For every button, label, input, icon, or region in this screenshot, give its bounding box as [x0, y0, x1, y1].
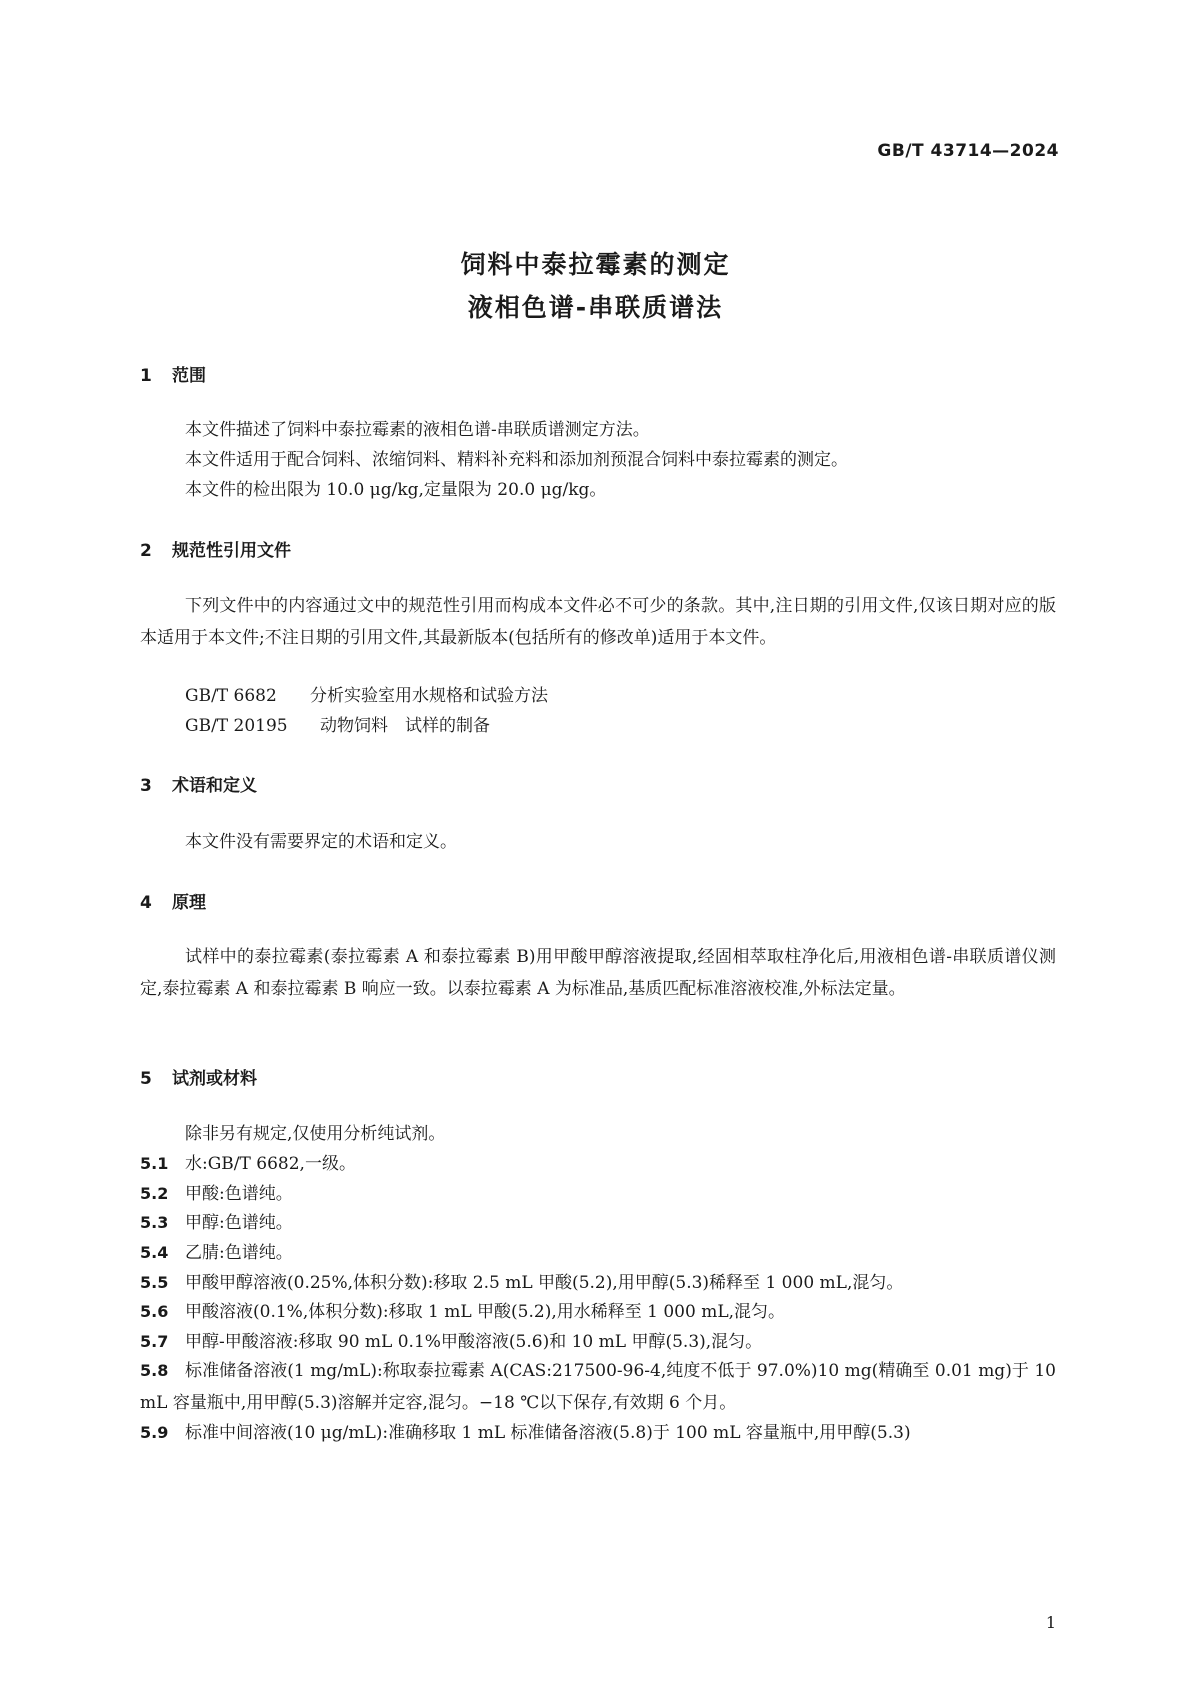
section-title: 术语和定义 — [172, 776, 257, 796]
item-number: 5.6 — [140, 1302, 169, 1321]
document-title: 饲料中泰拉霉素的测定 — [460, 250, 731, 279]
item-number: 5.7 — [140, 1332, 169, 1351]
reference-code: GB/T 6682 — [185, 686, 277, 706]
standard-code: GB/T 43714—2024 — [877, 141, 1059, 161]
section-number: 1 — [140, 366, 152, 386]
list-item — [140, 1207, 293, 1239]
list-item — [140, 1417, 911, 1449]
section-number: 4 — [140, 893, 152, 913]
list-item — [140, 1237, 293, 1269]
list-item — [140, 1355, 1056, 1419]
item-text: 标准储备溶液(1 mg/mL):称取泰拉霉素 A(CAS:217500-96-4,纯度不低于 97.0%)10 mg(精确至 0.01 mg)于 10 mL 容量瓶中,用甲醇(5.3)溶解并定容,混匀。−18 ℃以下保存,有效期 6 个月。 — [140, 1361, 1056, 1413]
paragraph: 下列文件中的内容通过文中的规范性引用而构成本文件必不可少的条款。其中,注日期的引用文件,仅该日期对应的版本适用于本文件;不注日期的引用文件,其最新版本(包括所有的修改单)适用于本文件。 — [140, 596, 1056, 648]
page-number: 1 — [1045, 1613, 1056, 1632]
item-number: 5.9 — [140, 1423, 169, 1442]
section-title: 范围 — [172, 366, 206, 386]
paragraph: 除非另有规定,仅使用分析纯试剂。 — [185, 1124, 446, 1144]
list-item — [140, 1326, 762, 1358]
section-heading-principle — [140, 888, 206, 913]
item-text: 标准中间溶液(10 μg/mL):准确移取 1 mL 标准储备溶液(5.8)于 100 mL 容量瓶中,用甲醇(5.3) — [185, 1423, 911, 1443]
section-title: 原理 — [172, 893, 206, 913]
section-heading-scope — [140, 361, 206, 386]
reference-title: 分析实验室用水规格和试验方法 — [310, 686, 548, 706]
section-number: 5 — [140, 1069, 152, 1089]
item-number: 5.8 — [140, 1361, 169, 1380]
item-text: 甲醇-甲酸溶液:移取 90 mL 0.1%甲酸溶液(5.6)和 10 mL 甲醇(5.3),混匀。 — [185, 1332, 763, 1352]
item-text: 水:GB/T 6682,一级。 — [185, 1154, 356, 1174]
item-number: 5.4 — [140, 1243, 169, 1262]
item-number: 5.5 — [140, 1273, 169, 1292]
item-text: 甲酸:色谱纯。 — [185, 1184, 293, 1204]
reference-item — [185, 680, 548, 712]
document-subtitle: 液相色谱-串联质谱法 — [467, 293, 724, 322]
list-item — [140, 1267, 903, 1299]
paragraph: 本文件没有需要界定的术语和定义。 — [185, 832, 457, 852]
section-heading-reagents — [140, 1064, 257, 1089]
paragraph: 试样中的泰拉霉素(泰拉霉素 A 和泰拉霉素 B)用甲酸甲醇溶液提取,经固相萃取柱净化后,用液相色谱-串联质谱仪测定,泰拉霉素 A 和泰拉霉素 B 响应一致。以泰拉霉素 A 为标准品,基质匹配标准溶液校准,外标法定量。 — [140, 947, 1056, 999]
section-title: 试剂或材料 — [172, 1069, 257, 1089]
section-title: 规范性引用文件 — [172, 541, 291, 561]
item-text: 甲酸甲醇溶液(0.25%,体积分数):移取 2.5 mL 甲酸(5.2),用甲醇(5.3)稀释至 1 000 mL,混匀。 — [185, 1273, 904, 1293]
reference-item — [185, 710, 490, 742]
list-item — [140, 1296, 785, 1328]
paragraph: 本文件描述了饲料中泰拉霉素的液相色谱-串联质谱测定方法。 — [185, 420, 650, 440]
section-heading-normative-references — [140, 536, 291, 561]
reference-title: 动物饲料 试样的制备 — [320, 716, 490, 736]
section-number: 3 — [140, 776, 152, 796]
paragraph: 本文件适用于配合饲料、浓缩饲料、精料补充料和添加剂预混合饲料中泰拉霉素的测定。 — [185, 450, 848, 470]
section-number: 2 — [140, 541, 152, 561]
item-text: 甲醇:色谱纯。 — [185, 1213, 293, 1233]
reference-code: GB/T 20195 — [185, 716, 288, 736]
list-item — [140, 1178, 293, 1210]
list-item — [140, 1148, 356, 1180]
item-number: 5.2 — [140, 1184, 169, 1203]
item-text: 乙腈:色谱纯。 — [185, 1243, 293, 1263]
item-number: 5.3 — [140, 1213, 169, 1232]
item-number: 5.1 — [140, 1154, 169, 1173]
section-heading-terms — [140, 771, 257, 796]
paragraph: 本文件的检出限为 10.0 μg/kg,定量限为 20.0 μg/kg。 — [185, 480, 607, 500]
item-text: 甲酸溶液(0.1%,体积分数):移取 1 mL 甲酸(5.2),用水稀释至 1 000 mL,混匀。 — [185, 1302, 786, 1322]
